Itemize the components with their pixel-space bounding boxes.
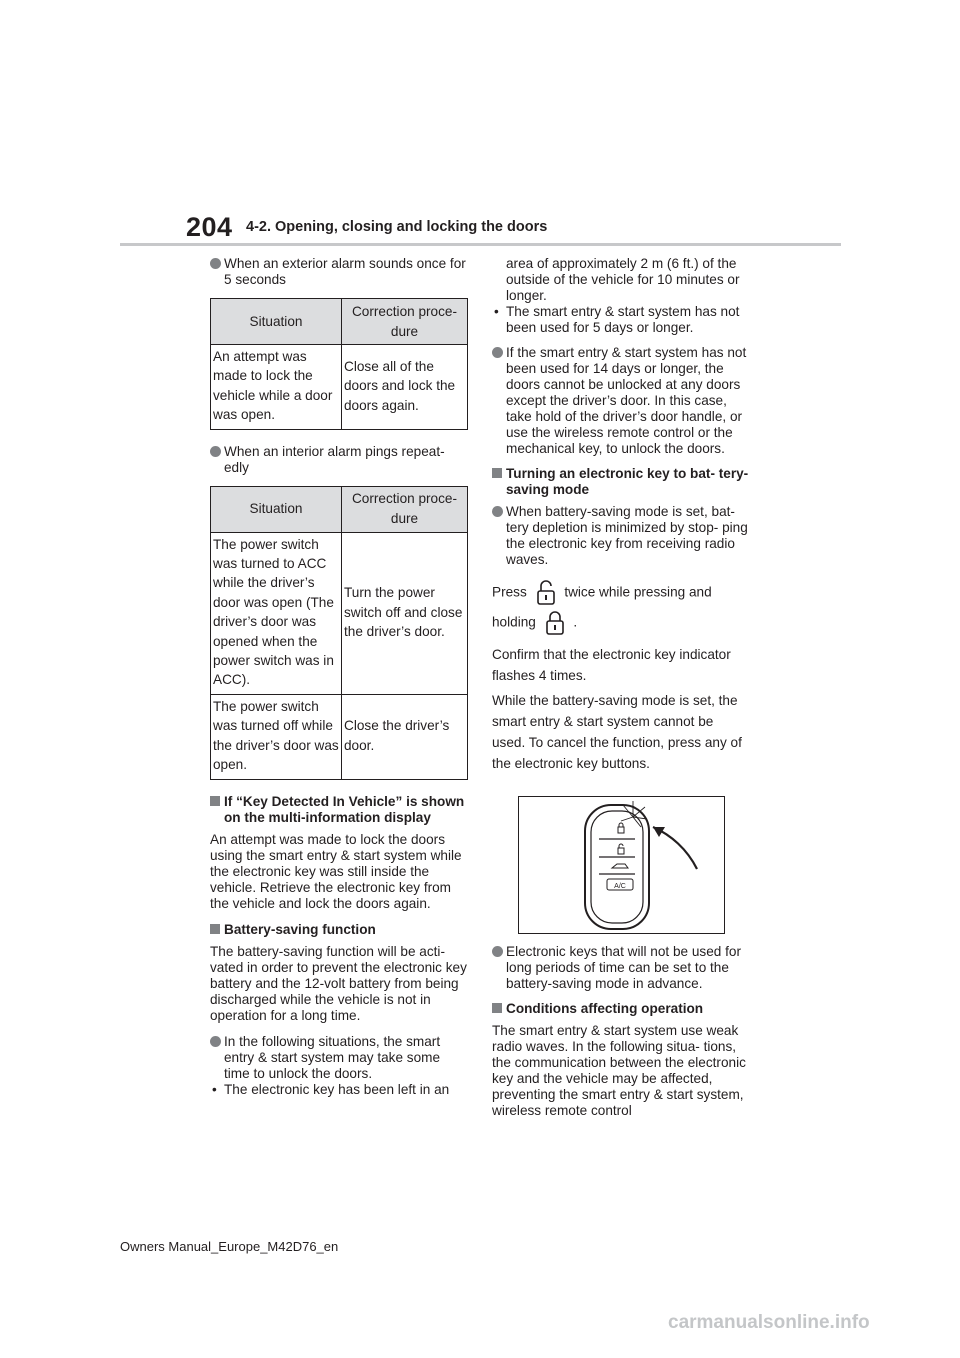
holding-instruction: holding . bbox=[492, 610, 750, 636]
heading-square-icon bbox=[492, 468, 502, 478]
table-row: The power switch was turned to ACC while the driver’s door was open (The driver’s door was opened when the power switch was in ACC). Turn the power switch off and close the driver’s door. bbox=[211, 532, 468, 694]
bullet-depletion: When battery-saving mode is set, bat- tery depletion is minimized by stop- ping the electronic key from receiving radio waves. bbox=[492, 504, 750, 568]
bullet-advance-mode: Electronic keys that will not be used for long periods of time can be set to the battery-saving mode in advance. bbox=[492, 944, 750, 992]
bullet-dot-icon bbox=[492, 946, 503, 957]
header-rule bbox=[120, 243, 841, 246]
heading-square-icon bbox=[210, 796, 220, 806]
bullet-dot-icon bbox=[492, 347, 503, 358]
bullet-dot-icon bbox=[210, 258, 221, 269]
bullet-dot-icon bbox=[210, 446, 221, 457]
paragraph-conditions: The smart entry & start system use weak radio waves. In the following situa- tions, the communication between the electronic key and the vehicle may be affected, preventing the smart entry & start system, wireless remote control bbox=[492, 1023, 746, 1118]
paragraph-key-detected: An attempt was made to lock the doors using the smart entry & start system while the electronic key was still inside the vehicle. Retrieve the electronic key from the vehicle and lock the doors again. bbox=[210, 831, 462, 911]
table-header-situation: Situation bbox=[211, 486, 342, 532]
paragraph-battery-saving: The battery-saving function will be acti- vated in order to prevent the electronic key battery and the 12-volt battery from being discharged while the vehicle is not in operation for a long time. bbox=[210, 943, 467, 1023]
table-header-situation: Situation bbox=[211, 299, 342, 345]
key-ac-label: A/C bbox=[614, 883, 626, 890]
electronic-key-illustration bbox=[518, 796, 725, 934]
right-column bbox=[492, 256, 750, 1129]
lock-icon bbox=[544, 610, 566, 636]
bullet-unlock-delay: In the following situations, the smart entry & start system may take some time to unlock the doors. bbox=[210, 1034, 468, 1082]
bullet-dot-icon bbox=[210, 1036, 221, 1047]
section-title: 4-2. Opening, closing and locking the doors bbox=[246, 219, 548, 235]
interior-alarm-table bbox=[210, 486, 468, 780]
table-row: An attempt was made to lock the vehicle while a door was open. Close all of the doors and lock the doors again. bbox=[211, 345, 468, 430]
paragraph-indicator-flashes: Confirm that the electronic key indicator flashes 4 times. bbox=[492, 647, 731, 683]
paragraph-cancel-function: While the battery-saving mode is set, the smart entry & start system cannot be used. To cancel the function, press any of the electronic key buttons. bbox=[492, 693, 742, 771]
page-number: 204 bbox=[186, 212, 233, 242]
heading-turning-battery-saving: Turning an electronic key to bat- tery-saving mode bbox=[492, 466, 750, 498]
unlock-icon bbox=[535, 580, 557, 606]
heading-square-icon bbox=[210, 924, 220, 934]
bullet-14-days: If the smart entry & start system has not been used for 14 days or longer, the doors cannot be unlocked at any doors except the driver’s door. In this case, take hold of the driver’s door handle, or use the wireless remote control or the mechanical key, to unlock the doors. bbox=[492, 345, 750, 457]
table-header-correction: Correction proce- dure bbox=[342, 299, 468, 345]
press-instruction: Press twice while pressing and bbox=[492, 580, 750, 606]
watermark: carmanualsonline.info bbox=[668, 1312, 870, 1333]
electronic-key-icon bbox=[519, 797, 724, 933]
left-column bbox=[210, 256, 468, 1098]
sub-item-continuation: area of approximately 2 m (6 ft.) of the outside of the vehicle for 10 minutes or longer. bbox=[506, 256, 740, 303]
footer-manual-id: Owners Manual_Europe_M42D76_en bbox=[120, 1239, 339, 1254]
sub-item-key-left: • The electronic key has been left in an bbox=[212, 1081, 450, 1097]
bullet-exterior-alarm: When an exterior alarm sounds once for 5 seconds bbox=[210, 256, 468, 288]
sub-item-not-used: • The smart entry & start system has not been used for 5 days or longer. bbox=[494, 304, 740, 335]
bullet-interior-alarm: When an interior alarm pings repeat- edly bbox=[210, 444, 468, 476]
table-header-correction: Correction proce- dure bbox=[342, 486, 468, 532]
heading-square-icon bbox=[492, 1003, 502, 1013]
bullet-dot-icon bbox=[492, 506, 503, 517]
heading-conditions: Conditions affecting operation bbox=[492, 1001, 750, 1017]
heading-battery-saving: Battery-saving function bbox=[210, 922, 468, 938]
heading-key-detected: If “Key Detected In Vehicle” is shown on the multi-information display bbox=[210, 794, 468, 826]
exterior-alarm-table bbox=[210, 298, 468, 430]
table-row: The power switch was turned off while the driver’s door was open. Close the driver’s door. bbox=[211, 694, 468, 779]
